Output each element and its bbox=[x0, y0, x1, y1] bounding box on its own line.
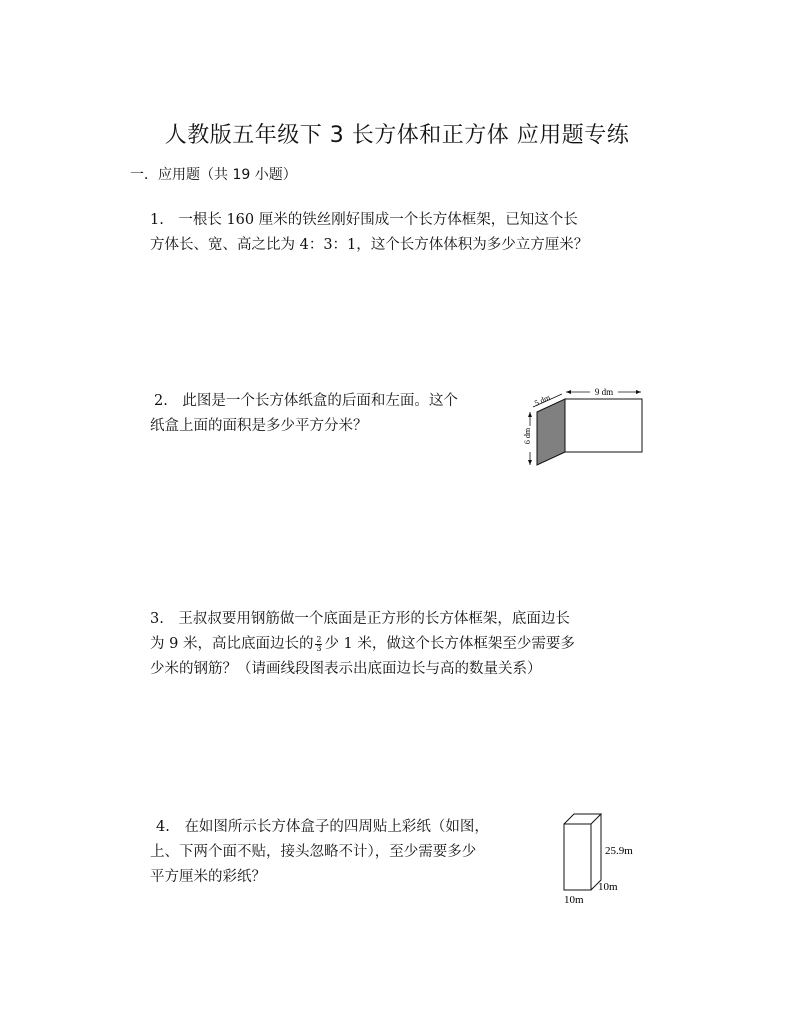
question-4-figure bbox=[556, 808, 656, 908]
diag-dimension-label: 5 dm bbox=[533, 393, 552, 408]
top-arrow-right bbox=[636, 390, 641, 394]
fraction-numerator: 2 bbox=[316, 634, 322, 644]
question-4 bbox=[150, 815, 489, 890]
question-4-line-2: 上、下两个面不贴，接头忽略不计），至少需要多少 bbox=[150, 844, 477, 860]
box-front-face bbox=[564, 824, 591, 890]
side-arrow-bottom bbox=[528, 460, 532, 465]
depth-label: 10m bbox=[598, 881, 618, 893]
question-3-line-3: 少米的钢筋？（请画线段图表示出底面边长与高的数量关系） bbox=[150, 661, 542, 677]
question-2-line-1: 2. 此图是一个长方体纸盒的后面和左面。这个 bbox=[154, 393, 458, 409]
height-label: 25.9m bbox=[605, 845, 633, 857]
box-right-face bbox=[591, 814, 601, 890]
width-label: 10m bbox=[564, 894, 584, 906]
question-3-line-2 bbox=[150, 632, 575, 657]
side-arrow-top bbox=[528, 412, 532, 417]
question-2-line-2: 纸盒上面的面积是多少平方分米？ bbox=[150, 418, 368, 434]
question-2 bbox=[150, 389, 458, 439]
back-face bbox=[565, 399, 642, 452]
question-3-line-1: 3. 王叔叔要用钢筋做一个底面是正方形的长方体框架，底面边长 bbox=[150, 611, 570, 627]
section-heading: 一．应用题（共 19 小题） bbox=[130, 167, 297, 183]
question-4-line-1: 4. 在如图所示长方体盒子的四周贴上彩纸（如图， bbox=[156, 819, 489, 835]
box-top-face bbox=[564, 814, 601, 824]
question-3 bbox=[150, 607, 575, 682]
fraction-denominator: 3 bbox=[316, 643, 322, 653]
question-3-line-2-start: 为 9 米，高比底面边长的 bbox=[150, 636, 314, 652]
question-2-figure bbox=[510, 382, 650, 474]
left-face bbox=[537, 399, 565, 465]
question-1-line-2: 方体长、宽、高之比为 4：3：1，这个长方体体积为多少立方厘米？ bbox=[150, 237, 589, 253]
side-dimension-label: 6 dm bbox=[523, 427, 532, 445]
top-dimension-label: 9 dm bbox=[594, 387, 614, 397]
question-1-line-1: 1. 一根长 160 厘米的铁丝刚好围成一个长方体框架，已知这个长 bbox=[150, 212, 578, 228]
question-3-line-2-end: 少 1 米，做这个长方体框架至少需要多 bbox=[324, 636, 575, 652]
top-arrow-left bbox=[566, 390, 571, 394]
question-1 bbox=[150, 208, 588, 258]
question-4-line-3: 平方厘米的彩纸？ bbox=[150, 869, 266, 885]
page-title: 人教版五年级下 3 长方体和正方体 应用题专练 bbox=[164, 123, 630, 148]
fraction bbox=[315, 636, 322, 653]
